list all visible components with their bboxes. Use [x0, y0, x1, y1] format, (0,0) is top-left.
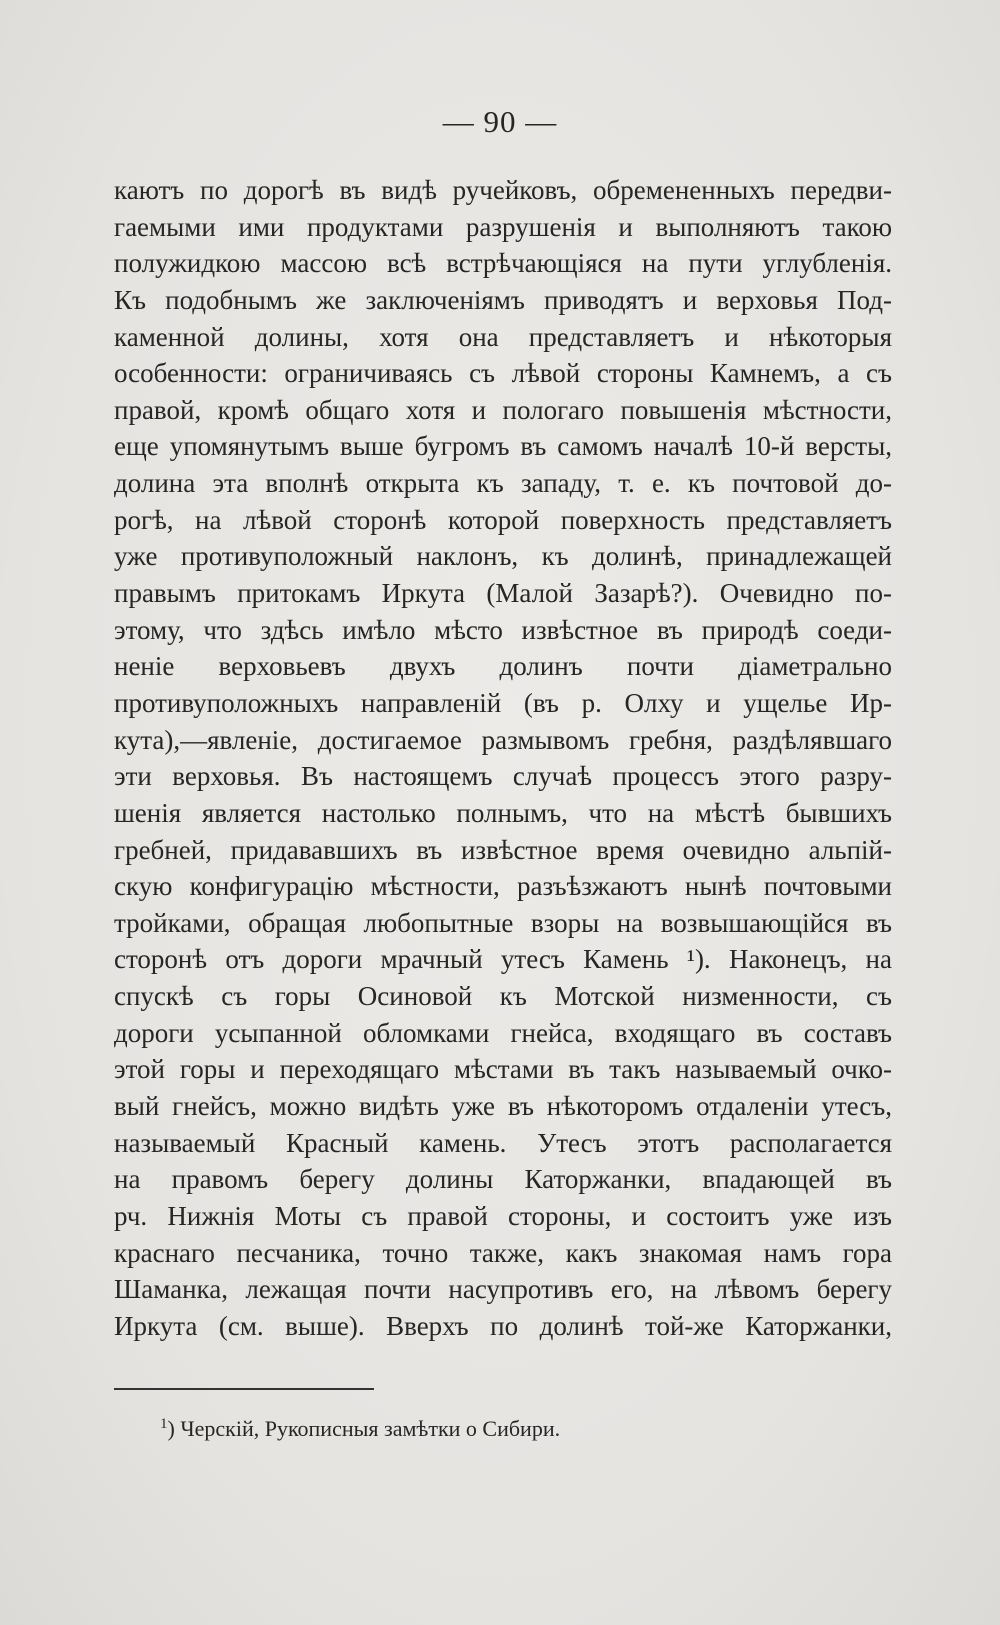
text-line: гребней, придававшихъ въ извѣстное время очевидно альпій-	[114, 834, 892, 865]
text-line: кута),—явленіе, достигаемое размывомъ гребня, раздѣлявшаго	[114, 724, 892, 755]
text-line: рогѣ, на лѣвой сторонѣ которой поверхность представляетъ	[114, 504, 892, 535]
text-line: полужидкою массою всѣ встрѣчающіяся на пути углубленія.	[114, 248, 892, 279]
footnote-divider	[114, 1388, 374, 1390]
text-line: этой горы и переходящаго мѣстами въ такъ называемый очко-	[114, 1054, 892, 1085]
body-text	[114, 172, 892, 1345]
text-line: гаемыми ими продуктами разрушенія и выполняютъ такою	[114, 211, 892, 242]
text-line: еще упомянутымъ выше бугромъ въ самомъ началѣ 10-й версты,	[114, 431, 892, 462]
text-line: Шаманка, лежащая почти насупротивъ его, на лѣвомъ берегу	[114, 1274, 892, 1305]
text-line: скую конфигурацію мѣстности, разъѣзжаютъ нынѣ почтовыми	[114, 871, 892, 902]
page-number: — 90 —	[442, 104, 558, 139]
text-line: называемый Красный камень. Утесъ этотъ располагается	[114, 1127, 892, 1158]
text-line: противуположныхъ направленій (въ р. Олху и ущелье Ир-	[114, 687, 892, 718]
text-line: краснаго песчаника, точно также, какъ знакомая намъ гора	[114, 1237, 892, 1268]
text-line: шенія является настолько полнымъ, что на мѣстѣ бывшихъ	[114, 797, 892, 828]
text-line: каменной долины, хотя она представляетъ и нѣкоторыя	[114, 321, 892, 352]
text-line: тройками, обращая любопытные взоры на возвышающійся въ	[114, 907, 892, 938]
text-line: спускѣ съ горы Осиновой къ Мотской низменности, съ	[114, 981, 892, 1012]
text-line: сторонѣ отъ дороги мрачный утесъ Камень ¹). Наконецъ, на	[114, 944, 892, 975]
text-line: правымъ притокамъ Иркута (Малой Зазарѣ?). Очевидно по-	[114, 578, 892, 609]
text-line: вый гнейсъ, можно видѣть уже въ нѣкоторомъ отдаленіи утесъ,	[114, 1091, 892, 1122]
footnote-text: ) Черскій, Рукописныя замѣтки о Сибири.	[167, 1416, 561, 1441]
text-line: рч. Нижнія Моты съ правой стороны, и состоитъ уже изъ	[114, 1200, 892, 1231]
text-line: этому, что здѣсь имѣло мѣсто извѣстное въ природѣ соеди-	[114, 614, 892, 645]
text-line: дороги усыпанной обломками гнейса, входящаго въ составъ	[114, 1017, 892, 1048]
text-line: особенности: ограничиваясь съ лѣвой стороны Камнемъ, а съ	[114, 358, 892, 389]
text-line: правой, кромѣ общаго хотя и пологаго повышенія мѣстности,	[114, 394, 892, 425]
text-line: Къ подобнымъ же заключеніямъ приводятъ и верховья Под-	[114, 284, 892, 315]
text-line: долина эта вполнѣ открыта къ западу, т. е. къ почтовой до-	[114, 468, 892, 499]
text-line: на правомъ берегу долины Каторжанки, впадающей въ	[114, 1164, 892, 1195]
text-line: неніе верховьевъ двухъ долинъ почти діаметрально	[114, 651, 892, 682]
text-line: эти верховья. Въ настоящемъ случаѣ процессъ этого разру-	[114, 761, 892, 792]
text-line: уже противуположный наклонъ, къ долинѣ, принадлежащей	[114, 541, 892, 572]
footnote-marker: 1	[160, 1416, 168, 1432]
footnote	[160, 1416, 560, 1442]
text-line: Иркута (см. выше). Вверхъ по долинѣ той-же Каторжанки,	[114, 1310, 892, 1341]
text-line: каютъ по дорогѣ въ видѣ ручейковъ, обремененныхъ передви-	[114, 175, 892, 205]
